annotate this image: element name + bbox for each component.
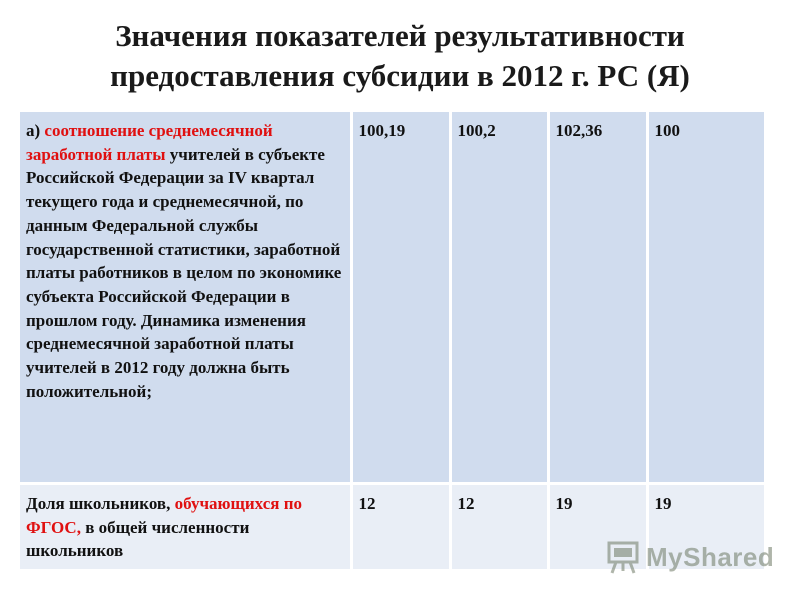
value-cell: 12 — [450, 484, 548, 571]
value-cell: 12 — [351, 484, 450, 571]
presentation-board-icon — [606, 540, 640, 574]
watermark-text: MyShared — [646, 542, 775, 572]
indicator-description-cell — [20, 112, 351, 484]
indicators-table — [20, 112, 764, 572]
slide-title — [0, 16, 800, 96]
indicator-description-cell — [20, 484, 351, 571]
value-cell: 19 — [548, 484, 647, 571]
indicator-label-rest: в общей численности школьников — [26, 517, 250, 561]
table-row — [20, 112, 764, 484]
value-cell: 102,36 — [548, 112, 647, 484]
indicator-label-prefix: Доля школьников, — [26, 494, 175, 513]
indicator-label-rest: учителей в субъекте Российской Федерации за IV квартал текущего года и среднемесячной, по данным Федеральной службы государственной статистики, заработной платы работников в целом по экономике субъекта Российской Федерации в прошлом году. Динамика изменения среднемесячной заработной платы учителей в 2012 году должна быть положительной; — [26, 144, 342, 401]
value-cell: 100,2 — [450, 112, 548, 484]
value-cell: 100,19 — [351, 112, 450, 484]
value-cell: 100 — [647, 112, 764, 484]
watermark — [606, 540, 776, 574]
slide-title-line-2: предоставления субсидии в 2012 г. РС (Я) — [110, 58, 690, 93]
value-cell: 19 — [647, 484, 764, 571]
slide-title-line-1: Значения показателей результативности — [115, 18, 685, 53]
indicator-label-prefix: а) — [26, 121, 45, 140]
indicator-label-highlight: обучающихся по ФГОС, — [26, 494, 302, 537]
indicator-label-highlight: соотношение среднемесячной заработной платы — [26, 121, 273, 164]
